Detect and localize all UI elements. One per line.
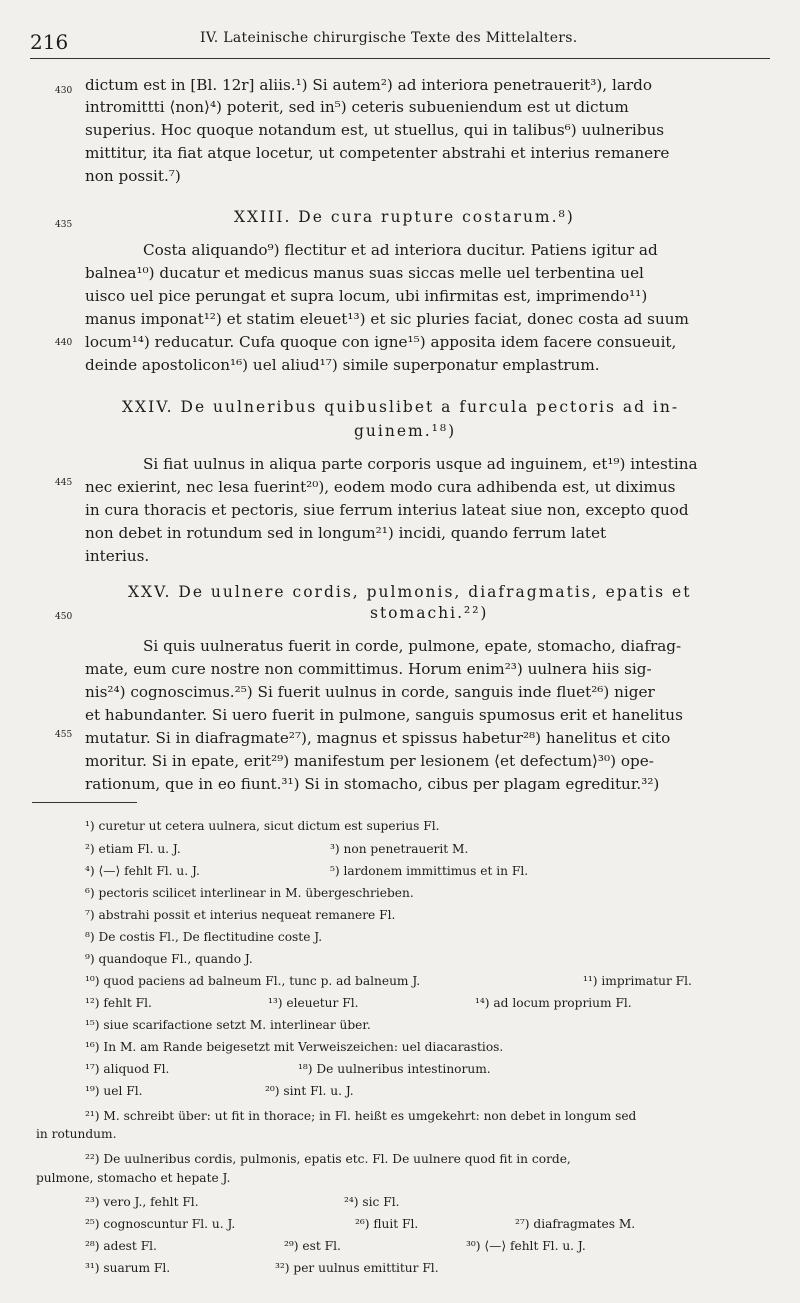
body-line: balnea¹⁰) ducatur et medicus manus suas siccas melle uel terbentina uel	[85, 264, 644, 282]
footnote: ¹⁷) aliquod Fl.	[85, 1062, 170, 1076]
footnote: ⁵) lardonem immittimus et in Fl.	[330, 864, 529, 878]
page-number: 216	[30, 30, 69, 54]
body-line: non possit.⁷)	[85, 167, 181, 185]
body-line: manus imponat¹²) et statim eleuet¹³) et sic pluries faciat, donec costa ad suum	[85, 310, 689, 328]
line-number: 435	[55, 220, 73, 230]
footnote: ¹⁶) In M. am Rande beigesetzt mit Verweiszeichen: uel diacarastios.	[85, 1040, 504, 1054]
body-line: et habundanter. Si uero fuerit in pulmone, sanguis spumosus erit et hanelitus	[85, 706, 683, 724]
footnote: ³²) per uulnus emittitur Fl.	[275, 1261, 439, 1275]
line-number: 455	[55, 730, 73, 740]
section-heading: XXIV. De uulneribus quibuslibet a furcula pectoris ad in-	[122, 398, 680, 416]
footnote: ²⁹) est Fl.	[284, 1239, 341, 1253]
body-line: nec exierint, nec lesa fuerint²⁰), eodem modo cura adhibenda est, ut diximus	[85, 478, 676, 496]
footnote: ¹⁹) uel Fl.	[85, 1084, 143, 1098]
footnote: ³⁰) ⟨—⟩ fehlt Fl. u. J.	[466, 1239, 586, 1253]
header-rule	[30, 58, 770, 59]
body-line: Si fiat uulnus in aliqua parte corporis usque ad inguinem, et¹⁹) intestina	[143, 455, 698, 473]
body-line: mate, eum cure nostre non committimus. Horum enim²³) uulnera hiis sig-	[85, 660, 652, 678]
body-line: nis²⁴) cognoscimus.²⁵) Si fuerit uulnus in corde, sanguis inde fluet²⁶) niger	[85, 683, 655, 701]
body-line: mittitur, ita fiat atque locetur, ut competenter abstrahi et interius remanere	[85, 144, 670, 162]
footnote: ⁸) De costis Fl., De flectitudine coste J.	[85, 930, 323, 944]
section-heading: guinem.¹⁸)	[354, 422, 457, 440]
footnote: ²) etiam Fl. u. J.	[85, 842, 181, 856]
footnote-rule	[32, 802, 137, 803]
footnote: ²²) De uulneribus cordis, pulmonis, epatis etc. Fl. De uulnere quod fit in corde,	[85, 1152, 571, 1166]
footnote: ⁷) abstrahi possit et interius nequeat remanere Fl.	[85, 908, 396, 922]
body-line: in cura thoracis et pectoris, siue ferrum interius lateat siue non, excepto quod	[85, 501, 689, 519]
line-number: 440	[55, 338, 73, 348]
footnote: ²⁴) sic Fl.	[344, 1195, 400, 1209]
body-line: deinde apostolicon¹⁶) uel aliud¹⁷) simile superponatur emplastrum.	[85, 356, 600, 374]
body-line: Si quis uulneratus fuerit in corde, pulmone, epate, stomacho, diafrag-	[143, 637, 682, 655]
running-header: IV. Lateinische chirurgische Texte des Mittelalters.	[200, 30, 578, 46]
footnote: ³) non penetrauerit M.	[330, 842, 469, 856]
footnote: ¹⁵) siue scarifactione setzt M. interlinear über.	[85, 1018, 371, 1032]
footnote: in rotundum.	[36, 1127, 117, 1141]
body-line: mutatur. Si in diafragmate²⁷), magnus et spissus habetur²⁸) hanelitus et cito	[85, 729, 671, 747]
footnote: pulmone, stomacho et hepate J.	[36, 1171, 231, 1185]
body-line: non debet in rotundum sed in longum²¹) incidi, quando ferrum latet	[85, 524, 607, 542]
line-number: 450	[55, 612, 73, 622]
footnote: ¹⁸) De uulneribus intestinorum.	[298, 1062, 491, 1076]
footnote: ¹²) fehlt Fl.	[85, 996, 152, 1010]
footnote: ⁴) ⟨—⟩ fehlt Fl. u. J.	[85, 864, 200, 878]
footnote: ¹³) eleuetur Fl.	[268, 996, 359, 1010]
footnote: ²⁶) fluit Fl.	[355, 1217, 419, 1231]
footnote: ²¹) M. schreibt über: ut fit in thorace; in Fl. heißt es umgekehrt: non debet in longum sed	[85, 1109, 637, 1123]
footnote: ²⁸) adest Fl.	[85, 1239, 157, 1253]
footnote: ¹⁴) ad locum proprium Fl.	[475, 996, 632, 1010]
section-heading: XXV. De uulnere cordis, pulmonis, diafragmatis, epatis et	[128, 583, 692, 601]
line-number: 445	[55, 478, 73, 488]
body-line: interius.	[85, 547, 150, 565]
section-heading: stomachi.²²)	[370, 604, 489, 622]
body-line: moritur. Si in epate, erit²⁹) manifestum per lesionem ⟨et defectum⟩³⁰) ope-	[85, 752, 654, 770]
body-line: dictum est in [Bl. 12r] aliis.¹) Si autem²) ad interiora penetrauerit³), lardo	[85, 76, 652, 94]
body-line: intromittti ⟨non⟩⁴) poterit, sed in⁵) ceteris subueniendum est ut dictum	[85, 98, 629, 116]
body-line: Costa aliquando⁹) flectitur et ad interiora ducitur. Patiens igitur ad	[143, 241, 658, 259]
footnote: ³¹) suarum Fl.	[85, 1261, 171, 1275]
body-line: locum¹⁴) reducatur. Cufa quoque con igne¹⁵) apposita idem facere consueuit,	[85, 333, 677, 351]
footnote: ²⁷) diafragmates M.	[515, 1217, 636, 1231]
footnote: ¹¹) imprimatur Fl.	[583, 974, 692, 988]
section-heading: XXIII. De cura rupture costarum.⁸)	[234, 208, 575, 226]
body-line: superius. Hoc quoque notandum est, ut stuellus, qui in talibus⁶) uulneribus	[85, 121, 665, 139]
footnote: ²⁵) cognoscuntur Fl. u. J.	[85, 1217, 236, 1231]
footnote: ⁹) quandoque Fl., quando J.	[85, 952, 253, 966]
footnote: ¹⁰) quod paciens ad balneum Fl., tunc p. ad balneum J.	[85, 974, 421, 988]
footnote: ¹) curetur ut cetera uulnera, sicut dictum est superius Fl.	[85, 819, 440, 833]
footnote: ²⁰) sint Fl. u. J.	[265, 1084, 354, 1098]
footnote: ⁶) pectoris scilicet interlinear in M. übergeschrieben.	[85, 886, 414, 900]
body-line: uisco uel pice perungat et supra locum, ubi infirmitas est, imprimendo¹¹)	[85, 287, 648, 305]
line-number: 430	[55, 86, 73, 96]
body-line: rationum, que in eo fiunt.³¹) Si in stomacho, cibus per plagam egreditur.³²)	[85, 775, 660, 793]
footnote: ²³) vero J., fehlt Fl.	[85, 1195, 199, 1209]
